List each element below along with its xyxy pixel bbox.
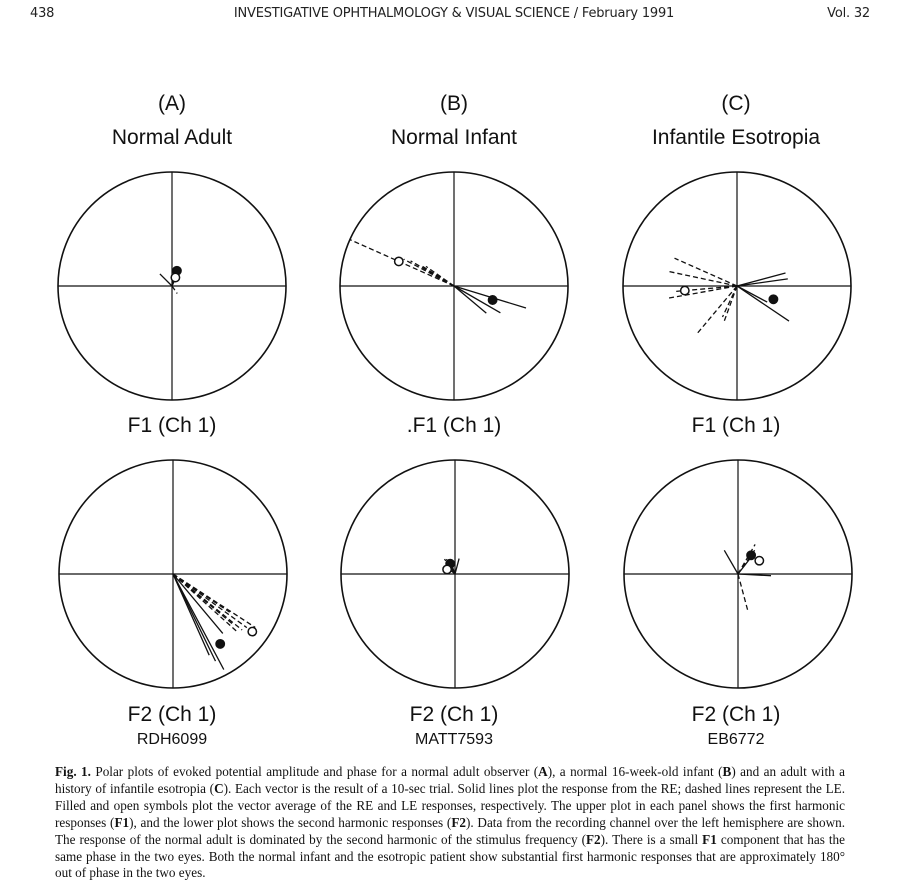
page-number: 438: [30, 6, 55, 21]
re-vector-solid: [173, 574, 209, 655]
polar-plot-b-f2: [341, 460, 569, 688]
re-vector-solid: [160, 274, 172, 286]
re-vector-solid: [737, 286, 767, 302]
le-average-open-marker: [248, 627, 256, 635]
caption-text: ) and an adult with a history of infantile esotropia (: [55, 764, 845, 796]
re-average-filled-marker: [747, 551, 755, 559]
le-vector-dashed: [675, 258, 738, 286]
re-vector-solid: [737, 273, 786, 286]
plot-label-c-f2: F2 (Ch 1): [691, 703, 781, 726]
plot-label-b-f1: .F1 (Ch 1): [406, 414, 502, 437]
panel-b-title: Normal Infant: [390, 126, 518, 149]
figure-caption: [55, 764, 845, 882]
re-average-filled-marker: [216, 640, 224, 648]
plot-label-a-f2: F2 (Ch 1): [127, 703, 217, 726]
le-vector-dashed: [426, 266, 454, 286]
caption-bold: B: [722, 764, 732, 779]
panel-a-letter: (A): [158, 92, 186, 115]
re-average-filled-marker: [488, 296, 496, 304]
caption-text: ). There is a small: [600, 831, 703, 847]
polar-plot-c-f1: [623, 172, 851, 400]
le-vector-dashed: [173, 574, 247, 628]
polar-plot-a-f1: [58, 172, 286, 400]
le-average-open-marker: [755, 557, 763, 565]
re-average-filled-marker: [769, 295, 777, 303]
plot-label-c-f1: F1 (Ch 1): [691, 414, 781, 437]
caption-bold: F1: [702, 831, 717, 847]
panel-b-letter: (B): [440, 92, 468, 115]
subject-id-c: EB6772: [707, 731, 765, 748]
le-vector-dashed: [420, 265, 454, 286]
le-average-open-marker: [171, 273, 179, 281]
polar-plot-c-f2: [624, 460, 852, 688]
le-vector-dashed: [723, 286, 737, 324]
caption-fig-label: Fig. 1.: [55, 764, 91, 779]
le-average-open-marker: [443, 565, 451, 573]
le-vector-dashed: [411, 261, 454, 286]
caption-text: ), a normal 16-week-old infant (: [547, 764, 723, 779]
polar-plot-a-f2: [59, 460, 287, 688]
journal-title: INVESTIGATIVE OPHTHALMOLOGY & VISUAL SCIENCE / February 1991: [233, 6, 675, 21]
le-vector-dashed: [172, 286, 177, 294]
re-vector-solid: [737, 286, 789, 321]
volume-label: Vol. 32: [827, 6, 870, 21]
le-vector-dashed: [668, 271, 737, 286]
caption-text: ). Each vector is the result of a 10-sec trial. Solid lines plot the response from the RE; dashed lines represent the LE. Filled and open symbols plot the vector average of the RE and LE responses, respectively. The upper plot in each panel shows the first harmonic responses (: [55, 780, 845, 830]
caption-bold: F2: [451, 814, 466, 830]
caption-text: ). Data from the recording channel over the left hemisphere are shown. The response of the normal adult is dominated by the second harmonic of the stimulus frequency (: [55, 814, 845, 847]
panel-c-letter: (C): [721, 92, 751, 115]
panel-c-title: Infantile Esotropia: [651, 126, 821, 149]
caption-text: ), and the lower plot shows the second harmonic responses (: [129, 814, 452, 830]
caption-bold: F2: [585, 831, 601, 847]
le-vector-dashed: [173, 574, 234, 625]
re-vector-solid: [454, 286, 486, 313]
panel-a-title: Normal Adult: [111, 126, 233, 149]
subject-id-a: RDH6099: [136, 731, 208, 748]
re-vector-solid: [737, 279, 788, 286]
le-vector-dashed: [667, 286, 737, 298]
caption-bold: C: [214, 780, 224, 796]
re-vector-solid: [724, 550, 738, 574]
caption-text: component that has the same phase in the two eyes. Both the normal infant and the esotropic patient show substantial first harmonic responses that are approximately 180° out of phase in the two eyes.: [55, 831, 845, 881]
le-vector-dashed: [442, 279, 454, 286]
plot-label-b-f2: F2 (Ch 1): [409, 703, 499, 726]
caption-bold: F1: [114, 814, 130, 830]
subject-id-b: MATT7593: [415, 731, 493, 748]
re-vector-solid: [455, 559, 459, 574]
caption-text: Polar plots of evoked potential amplitude and phase for a normal adult observer (: [90, 764, 539, 779]
le-average-open-marker: [681, 286, 689, 294]
caption-bold: A: [538, 764, 548, 779]
le-average-open-marker: [395, 257, 403, 265]
polar-plot-b-f1: [340, 172, 568, 400]
le-vector-dashed: [173, 574, 242, 630]
le-vector-dashed: [738, 574, 748, 610]
plot-label-a-f1: F1 (Ch 1): [127, 414, 217, 437]
le-vector-dashed: [696, 286, 737, 335]
